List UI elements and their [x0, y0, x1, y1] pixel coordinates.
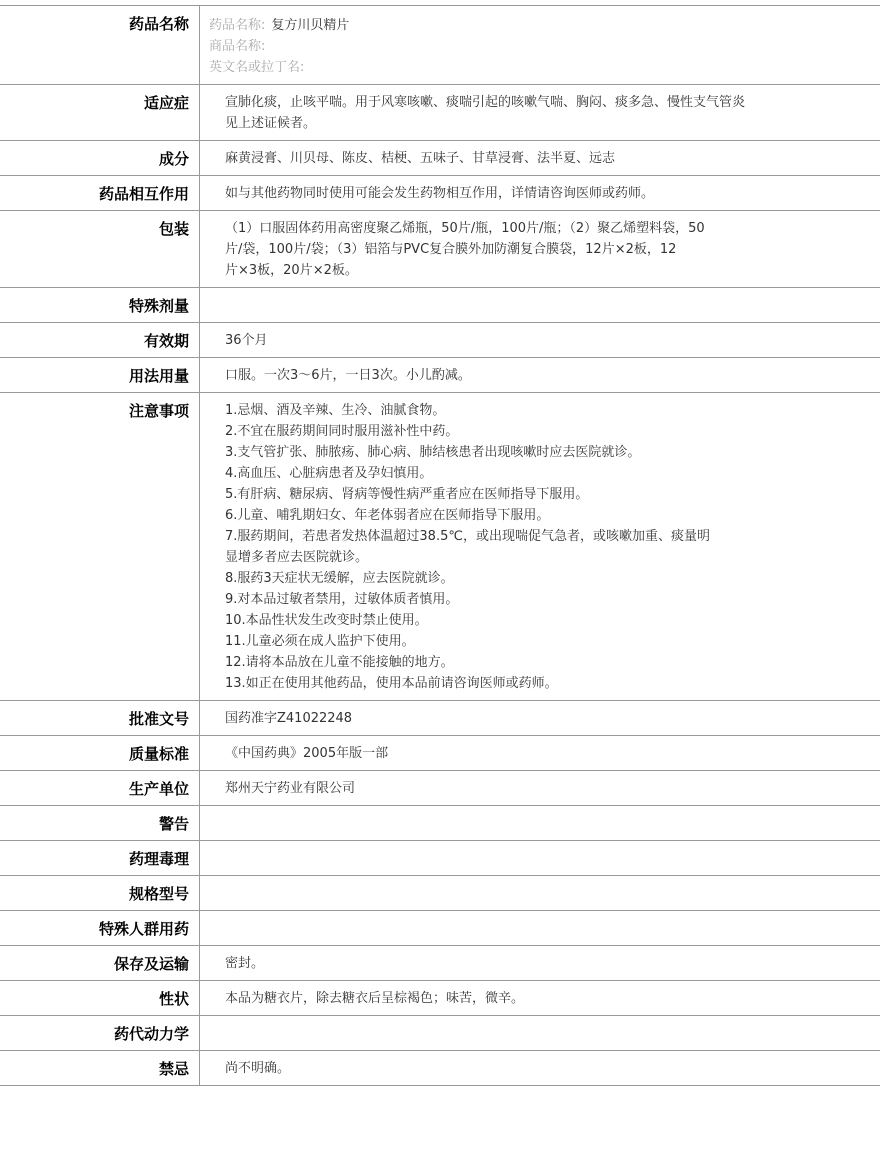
spec-value-line: 片×3板，20片×2板。	[225, 263, 358, 278]
spec-label: 药理毒理	[0, 841, 200, 876]
spec-value-line: 宣肺化痰，止咳平喘。用于风寒咳嗽、痰喘引起的咳嗽气喘、胸闷、痰多急、慢性支气管炎	[225, 95, 746, 110]
spec-value	[200, 211, 880, 288]
spec-label: 规格型号	[0, 876, 200, 911]
spec-row	[0, 176, 880, 211]
spec-value	[200, 736, 880, 771]
spec-label: 生产单位	[0, 771, 200, 806]
spec-value-line: 12.请将本品放在儿童不能接触的地方。	[225, 655, 454, 670]
spec-row	[0, 288, 880, 323]
spec-row	[0, 841, 880, 876]
spec-value	[200, 85, 880, 141]
spec-value-line: 13.如正在使用其他药品，使用本品前请咨询医师或药师。	[225, 676, 558, 691]
spec-value-line: 11.儿童必须在成人监护下使用。	[225, 634, 415, 649]
english-name-row	[209, 57, 870, 78]
trade-name-row	[209, 36, 870, 57]
spec-value-line: （1）口服固体药用高密度聚乙烯瓶，50片/瓶，100片/瓶；（2）聚乙烯塑料袋，50	[225, 221, 705, 236]
spec-value-line: 口服。一次3～6片，一日3次。小儿酌减。	[225, 368, 471, 383]
spec-label: 药品相互作用	[0, 176, 200, 211]
spec-value	[200, 288, 880, 323]
spec-value-line: 4.高血压、心脏病患者及孕妇慎用。	[225, 466, 433, 481]
spec-value-line: 3.支气管扩张、肺脓疡、肺心病、肺结核患者出现咳嗽时应去医院就诊。	[225, 445, 641, 460]
spec-label: 特殊剂量	[0, 288, 200, 323]
spec-value-line: 6.儿童、哺乳期妇女、年老体弱者应在医师指导下服用。	[225, 508, 550, 523]
spec-value	[200, 911, 880, 946]
spec-label: 包装	[0, 211, 200, 288]
spec-label: 保存及运输	[0, 946, 200, 981]
spec-row	[0, 1051, 880, 1086]
spec-label: 警告	[0, 806, 200, 841]
spec-row	[0, 771, 880, 806]
spec-label: 禁忌	[0, 1051, 200, 1086]
spec-value	[200, 176, 880, 211]
spec-value-line: 密封。	[225, 956, 265, 971]
spec-table-body	[0, 6, 880, 1086]
spec-row	[0, 981, 880, 1016]
spec-row	[0, 141, 880, 176]
spec-row-names	[0, 6, 880, 85]
drug-name-value: 复方川贝精片	[271, 18, 350, 33]
spec-label: 注意事项	[0, 393, 200, 701]
spec-label: 成分	[0, 141, 200, 176]
spec-value-line: 1.忌烟、酒及辛辣、生冷、油腻食物。	[225, 403, 446, 418]
spec-row	[0, 806, 880, 841]
spec-value-line: 36个月	[225, 333, 268, 348]
spec-value-line: 《中国药典》2005年版一部	[225, 746, 389, 761]
spec-label: 批准文号	[0, 701, 200, 736]
spec-value	[200, 876, 880, 911]
spec-row	[0, 211, 880, 288]
spec-row	[0, 1016, 880, 1051]
spec-label: 特殊人群用药	[0, 911, 200, 946]
spec-label: 有效期	[0, 323, 200, 358]
spec-row	[0, 946, 880, 981]
spec-value	[200, 1016, 880, 1051]
spec-label: 药品名称	[0, 6, 200, 85]
spec-row	[0, 393, 880, 701]
trade-name-key: 商品名称:	[209, 39, 266, 54]
spec-label: 用法用量	[0, 358, 200, 393]
spec-value	[200, 841, 880, 876]
spec-row	[0, 358, 880, 393]
spec-value-line: 10.本品性状发生改变时禁止使用。	[225, 613, 428, 628]
drug-spec-table	[0, 5, 880, 1086]
spec-row	[0, 85, 880, 141]
spec-value-line: 尚不明确。	[225, 1061, 291, 1076]
spec-value-line: 见上述证候者。	[225, 116, 317, 131]
spec-row	[0, 736, 880, 771]
spec-value-line: 7.服药期间，若患者发热体温超过38.5℃，或出现喘促气急者，或咳嗽加重、痰量明	[225, 529, 710, 544]
spec-value-line: 如与其他药物同时使用可能会发生药物相互作用，详情请咨询医师或药师。	[225, 186, 655, 201]
spec-value	[200, 393, 880, 701]
spec-value	[200, 806, 880, 841]
spec-label: 性状	[0, 981, 200, 1016]
spec-value-line: 麻黄浸膏、川贝母、陈皮、桔梗、五味子、甘草浸膏、法半夏、远志	[225, 151, 616, 166]
spec-row	[0, 911, 880, 946]
spec-value-line: 2.不宜在服药期间同时服用滋补性中药。	[225, 424, 459, 439]
spec-row	[0, 701, 880, 736]
spec-value-line: 本品为糖衣片，除去糖衣后呈棕褐色；味苦，微辛。	[225, 991, 525, 1006]
spec-value	[200, 946, 880, 981]
spec-value-line: 国药准字Z41022248	[225, 711, 353, 726]
spec-value	[200, 981, 880, 1016]
spec-value	[200, 1051, 880, 1086]
spec-value-line: 8.服药3天症状无缓解，应去医院就诊。	[225, 571, 454, 586]
spec-value-line: 郑州天宁药业有限公司	[225, 781, 356, 796]
spec-value	[200, 141, 880, 176]
english-name-key: 英文名或拉丁名:	[209, 60, 305, 75]
drug-name-key: 药品名称:	[209, 18, 266, 33]
spec-value	[200, 323, 880, 358]
names-cell	[200, 6, 880, 85]
spec-value	[200, 701, 880, 736]
spec-label: 药代动力学	[0, 1016, 200, 1051]
spec-label: 质量标准	[0, 736, 200, 771]
spec-row	[0, 876, 880, 911]
spec-value-line: 片/袋，100片/袋；（3）铝箔与PVC复合膜外加防潮复合膜袋，12片×2板，12	[225, 242, 677, 257]
spec-value-line: 显增多者应去医院就诊。	[225, 550, 369, 565]
drug-name-row	[209, 15, 870, 36]
spec-label: 适应症	[0, 85, 200, 141]
spec-value	[200, 358, 880, 393]
spec-row	[0, 323, 880, 358]
spec-value	[200, 771, 880, 806]
spec-value-line: 9.对本品过敏者禁用，过敏体质者慎用。	[225, 592, 459, 607]
spec-value-line: 5.有肝病、糖尿病、肾病等慢性病严重者应在医师指导下服用。	[225, 487, 589, 502]
